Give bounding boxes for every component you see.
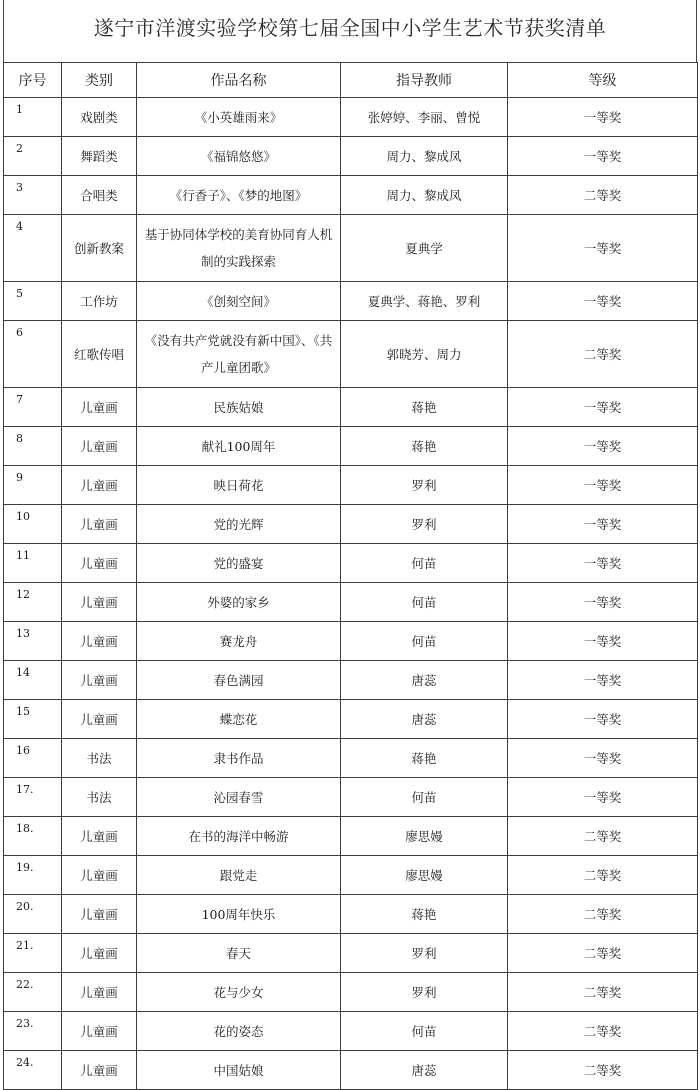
cell-award: 二等奖 <box>508 934 698 973</box>
table-row <box>4 466 698 505</box>
cell-no: 9 <box>4 466 62 505</box>
cell-teacher: 何苗 <box>341 1012 508 1051</box>
header-teacher: 指导教师 <box>341 63 508 98</box>
table-row <box>4 1012 698 1051</box>
cell-work: 献礼100周年 <box>137 427 341 466</box>
cell-category: 儿童画 <box>62 544 137 583</box>
cell-no: 23. <box>4 1012 62 1051</box>
cell-category: 儿童画 <box>62 934 137 973</box>
cell-no: 10 <box>4 505 62 544</box>
cell-no: 21. <box>4 934 62 973</box>
cell-award: 二等奖 <box>508 1051 698 1090</box>
cell-category: 儿童画 <box>62 427 137 466</box>
header-row <box>4 63 698 98</box>
cell-work: 党的光辉 <box>137 505 341 544</box>
cell-no: 24. <box>4 1051 62 1090</box>
cell-work: 党的盛宴 <box>137 544 341 583</box>
cell-award: 一等奖 <box>508 466 698 505</box>
cell-award: 一等奖 <box>508 388 698 427</box>
document-title: 遂宁市洋渡实验学校第七届全国中小学生艺术节获奖清单 <box>93 16 607 40</box>
cell-teacher: 唐蕊 <box>341 661 508 700</box>
cell-work: 基于协同体学校的美育协同育人机制的实践探索 <box>137 215 341 282</box>
table-row <box>4 321 698 388</box>
cell-teacher: 罗利 <box>341 466 508 505</box>
cell-category: 儿童画 <box>62 700 137 739</box>
cell-category: 儿童画 <box>62 388 137 427</box>
table-row <box>4 544 698 583</box>
table-row <box>4 895 698 934</box>
cell-no: 2 <box>4 137 62 176</box>
cell-no: 15 <box>4 700 62 739</box>
cell-work: 外婆的家乡 <box>137 583 341 622</box>
cell-work: 100周年快乐 <box>137 895 341 934</box>
cell-work: 《小英雄雨来》 <box>137 98 341 137</box>
cell-no: 14 <box>4 661 62 700</box>
cell-no: 3 <box>4 176 62 215</box>
cell-no: 13 <box>4 622 62 661</box>
table-row <box>4 778 698 817</box>
cell-work: 中国姑娘 <box>137 1051 341 1090</box>
cell-work: 蝶恋花 <box>137 700 341 739</box>
table-row <box>4 973 698 1012</box>
table-row <box>4 282 698 321</box>
table-row <box>4 661 698 700</box>
cell-category: 儿童画 <box>62 973 137 1012</box>
cell-teacher: 罗利 <box>341 934 508 973</box>
cell-category: 合唱类 <box>62 176 137 215</box>
cell-category: 儿童画 <box>62 505 137 544</box>
cell-no: 1 <box>4 98 62 137</box>
cell-no: 12 <box>4 583 62 622</box>
cell-category: 儿童画 <box>62 661 137 700</box>
cell-work: 《创刻空间》 <box>137 282 341 321</box>
cell-work: 花与少女 <box>137 973 341 1012</box>
cell-award: 一等奖 <box>508 622 698 661</box>
cell-award: 一等奖 <box>508 215 698 282</box>
table-row <box>4 700 698 739</box>
table-row <box>4 98 698 137</box>
cell-teacher: 蒋艳 <box>341 739 508 778</box>
cell-award: 一等奖 <box>508 544 698 583</box>
cell-teacher: 蒋艳 <box>341 427 508 466</box>
table-row <box>4 427 698 466</box>
table-row <box>4 739 698 778</box>
cell-teacher: 张婷婷、李丽、曾悦 <box>341 98 508 137</box>
cell-award: 二等奖 <box>508 973 698 1012</box>
cell-teacher: 蒋艳 <box>341 895 508 934</box>
cell-category: 儿童画 <box>62 895 137 934</box>
cell-teacher: 唐蕊 <box>341 700 508 739</box>
cell-work: 《没有共产党就没有新中国》、《共产儿童团歌》 <box>137 321 341 388</box>
cell-award: 二等奖 <box>508 895 698 934</box>
header-award: 等级 <box>508 63 698 98</box>
cell-category: 儿童画 <box>62 1012 137 1051</box>
table-row <box>4 505 698 544</box>
cell-teacher: 郭晓芳、周力 <box>341 321 508 388</box>
table-row <box>4 137 698 176</box>
cell-award: 一等奖 <box>508 282 698 321</box>
cell-no: 17. <box>4 778 62 817</box>
cell-category: 儿童画 <box>62 466 137 505</box>
cell-award: 一等奖 <box>508 505 698 544</box>
cell-teacher: 廖思嫚 <box>341 817 508 856</box>
cell-no: 11 <box>4 544 62 583</box>
header-work: 作品名称 <box>137 63 341 98</box>
cell-teacher: 唐蕊 <box>341 1051 508 1090</box>
cell-category: 儿童画 <box>62 622 137 661</box>
cell-teacher: 夏典学、蒋艳、罗利 <box>341 282 508 321</box>
table-row <box>4 388 698 427</box>
cell-teacher: 罗利 <box>341 973 508 1012</box>
cell-category: 戏剧类 <box>62 98 137 137</box>
cell-work: 沁园春雪 <box>137 778 341 817</box>
cell-no: 20. <box>4 895 62 934</box>
cell-teacher: 周力、黎成凤 <box>341 137 508 176</box>
cell-category: 儿童画 <box>62 856 137 895</box>
cell-award: 一等奖 <box>508 137 698 176</box>
cell-work: 赛龙舟 <box>137 622 341 661</box>
cell-work: 花的姿态 <box>137 1012 341 1051</box>
cell-award: 二等奖 <box>508 321 698 388</box>
cell-category: 儿童画 <box>62 583 137 622</box>
cell-teacher: 廖思嫚 <box>341 856 508 895</box>
cell-award: 二等奖 <box>508 856 698 895</box>
cell-work: 《行香子》、《梦的地图》 <box>137 176 341 215</box>
table-row <box>4 622 698 661</box>
header-category: 类别 <box>62 63 137 98</box>
table-row <box>4 856 698 895</box>
cell-teacher: 何苗 <box>341 778 508 817</box>
cell-category: 舞蹈类 <box>62 137 137 176</box>
cell-category: 书法 <box>62 739 137 778</box>
cell-award: 一等奖 <box>508 661 698 700</box>
cell-award: 一等奖 <box>508 98 698 137</box>
cell-teacher: 罗利 <box>341 505 508 544</box>
cell-work: 跟党走 <box>137 856 341 895</box>
cell-work: 民族姑娘 <box>137 388 341 427</box>
cell-teacher: 何苗 <box>341 583 508 622</box>
header-no: 序号 <box>4 63 62 98</box>
table-row <box>4 176 698 215</box>
cell-award: 一等奖 <box>508 427 698 466</box>
cell-work: 春天 <box>137 934 341 973</box>
cell-teacher: 何苗 <box>341 544 508 583</box>
cell-teacher: 蒋艳 <box>341 388 508 427</box>
cell-no: 8 <box>4 427 62 466</box>
cell-no: 6 <box>4 321 62 388</box>
cell-category: 创新教案 <box>62 215 137 282</box>
cell-category: 儿童画 <box>62 817 137 856</box>
table-row <box>4 934 698 973</box>
cell-no: 19. <box>4 856 62 895</box>
cell-teacher: 夏典学 <box>341 215 508 282</box>
cell-teacher: 周力、黎成凤 <box>341 176 508 215</box>
cell-category: 书法 <box>62 778 137 817</box>
cell-award: 一等奖 <box>508 739 698 778</box>
table-row <box>4 583 698 622</box>
cell-award: 二等奖 <box>508 1012 698 1051</box>
cell-no: 7 <box>4 388 62 427</box>
table-row <box>4 215 698 282</box>
table-body <box>4 98 698 1090</box>
awards-table <box>3 62 698 1090</box>
cell-work: 《福锦悠悠》 <box>137 137 341 176</box>
cell-no: 22. <box>4 973 62 1012</box>
cell-category: 红歌传唱 <box>62 321 137 388</box>
cell-work: 映日荷花 <box>137 466 341 505</box>
cell-award: 一等奖 <box>508 583 698 622</box>
cell-award: 一等奖 <box>508 700 698 739</box>
cell-work: 春色满园 <box>137 661 341 700</box>
cell-no: 5 <box>4 282 62 321</box>
table-row <box>4 1051 698 1090</box>
cell-award: 二等奖 <box>508 176 698 215</box>
table-row <box>4 817 698 856</box>
cell-work: 在书的海洋中畅游 <box>137 817 341 856</box>
cell-teacher: 何苗 <box>341 622 508 661</box>
cell-award: 一等奖 <box>508 778 698 817</box>
cell-award: 二等奖 <box>508 817 698 856</box>
cell-no: 18. <box>4 817 62 856</box>
cell-category: 儿童画 <box>62 1051 137 1090</box>
cell-no: 4 <box>4 215 62 282</box>
cell-category: 工作坊 <box>62 282 137 321</box>
cell-work: 隶书作品 <box>137 739 341 778</box>
cell-no: 16 <box>4 739 62 778</box>
